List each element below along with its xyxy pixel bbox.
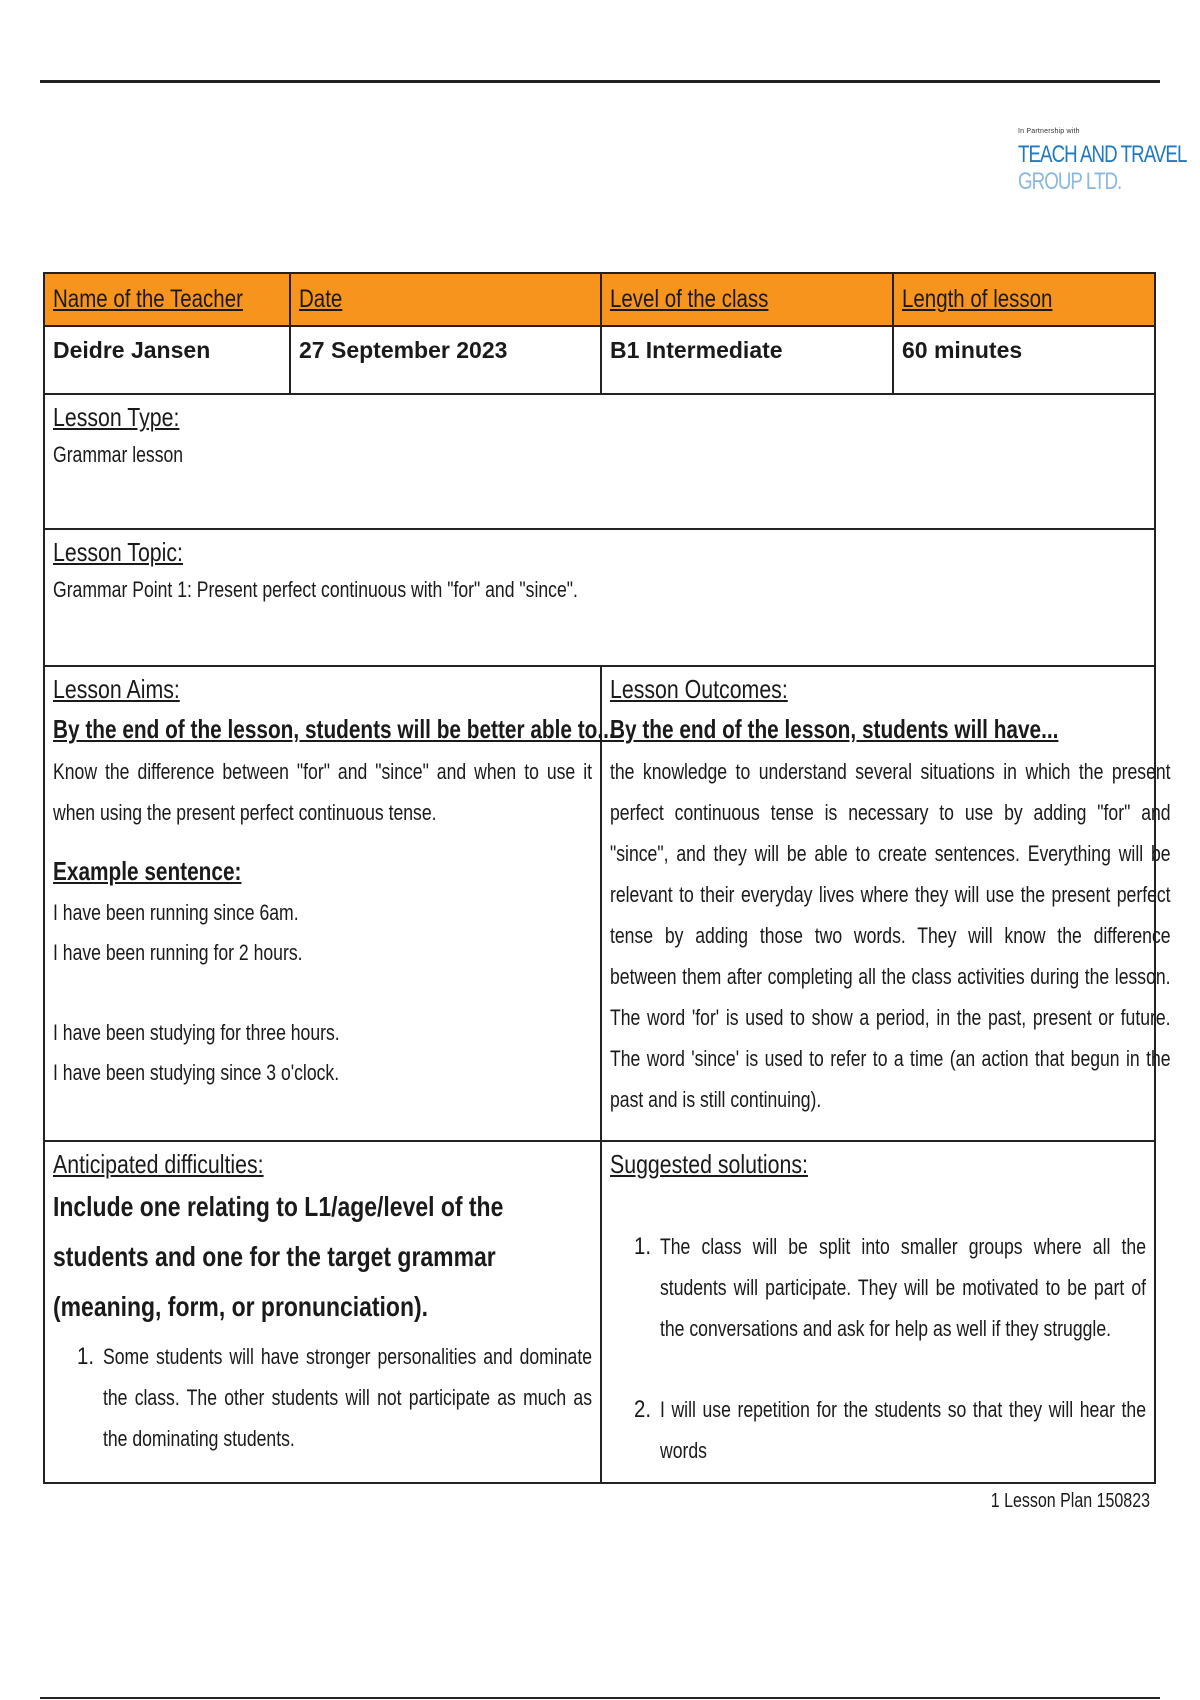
lesson-topic-value: Grammar Point 1: Present perfect continuous with "for" and "since".: [53, 577, 578, 602]
lesson-length: 60 minutes: [902, 337, 1023, 363]
lesson-type-row: [45, 395, 1154, 530]
example-sentence-1: I have been running since 6am.: [53, 900, 299, 925]
header-cell-date: [291, 274, 602, 325]
logo-line-1: TEACH AND TRAVEL: [1018, 141, 1187, 168]
list-item: [634, 1389, 1146, 1471]
lesson-outcomes-title: Lesson Outcomes:: [610, 674, 788, 704]
difficulties-instruction: Include one relating to L1/age/level of the students and one for the target grammar (meaning, form, or pronunciation).: [53, 1191, 504, 1322]
solution-1-text: The class will be split into smaller groups where all the students will participate. They will be motivated to be part of the conversations and ask for help as well if they struggle.: [660, 1234, 1146, 1341]
header-row: [45, 274, 1154, 327]
list-item: [634, 1226, 1146, 1349]
header-length: Length of lesson: [902, 285, 1053, 313]
class-level: B1 Intermediate: [610, 337, 783, 363]
logo-line-2: GROUP LTD.: [1018, 168, 1122, 195]
value-cell-level: [602, 327, 894, 393]
solution-2-text: I will use repetition for the students so that they will hear the words: [660, 1397, 1146, 1463]
lesson-type-value: Grammar lesson: [53, 442, 184, 467]
lesson-type-title: Lesson Type:: [53, 402, 180, 432]
teach-and-travel-logo: [1018, 128, 1187, 195]
lesson-date: 27 September 2023: [299, 337, 508, 363]
header-date: Date: [299, 285, 343, 313]
example-sentence-2: I have been running for 2 hours.: [53, 940, 303, 965]
lesson-topic-title: Lesson Topic:: [53, 537, 183, 567]
lesson-topic-cell: [45, 530, 1154, 665]
example-sentence-title: Example sentence:: [53, 856, 242, 886]
difficulty-text-wrap: [103, 1336, 592, 1459]
list-number: 1.: [634, 1233, 652, 1260]
list-number: 1.: [77, 1343, 95, 1370]
lesson-aims-cell: [45, 667, 615, 1140]
difficulties-title: Anticipated difficulties:: [53, 1149, 264, 1179]
solutions-title: Suggested solutions:: [610, 1149, 808, 1179]
header-teacher: Name of the Teacher: [53, 285, 243, 313]
value-cell-teacher: [45, 327, 291, 393]
header-cell-teacher: [45, 274, 291, 325]
value-cell-length: [894, 327, 1154, 393]
list-item: [77, 1336, 592, 1459]
example-sentence-3: I have been studying for three hours.: [53, 1020, 340, 1045]
difficulties-instruction-wrap: [53, 1182, 592, 1322]
solutions-list: [634, 1226, 1146, 1471]
solution-text-wrap: [660, 1389, 1146, 1471]
aims-outcomes-row: [45, 667, 1171, 1142]
values-row: [45, 327, 1154, 395]
teacher-name: Deidre Jansen: [53, 337, 211, 363]
page-footer: 1 Lesson Plan 150823: [990, 1490, 1150, 1512]
difficulties-cell: [45, 1142, 602, 1482]
aims-text-wrap: [53, 751, 592, 843]
lesson-outcomes-cell: [602, 667, 1179, 1140]
lesson-topic-row: [45, 530, 1154, 667]
list-number: 2.: [634, 1396, 652, 1423]
header-cell-length: [894, 274, 1154, 325]
bottom-rule: [40, 1697, 1160, 1699]
solutions-cell: [602, 1142, 1154, 1482]
lesson-outcomes-text: the knowledge to understand several situations in which the present perfect continuous tense is necessary to use by adding "for" and "since", and they will be able to create sentences. Everything will be relevant to their everyday lives where they will use the present perfect tense by adding those two words. They will know the difference between them after completing all the class activities during the lesson. The word 'for' is used to show a period, in the past, present or future. The word 'since' is used to refer to a time (an action that begun in the past and is still continuing).: [610, 759, 1171, 1112]
lesson-aims-subtitle: By the end of the lesson, students will be better able to...: [53, 714, 615, 744]
header-level: Level of the class: [610, 285, 769, 313]
top-rule: [40, 80, 1160, 83]
lesson-plan-table: [43, 272, 1171, 1484]
lesson-outcomes-subtitle: By the end of the lesson, students will have...: [610, 714, 1059, 744]
lesson-type-cell: [45, 395, 1154, 528]
difficulties-list: [77, 1336, 592, 1459]
example-sentence-4: I have been studying since 3 o'clock.: [53, 1060, 340, 1085]
lesson-aims-text: Know the difference between "for" and "since" and when to use it when using the present perfect continuous tense.: [53, 759, 592, 825]
outcomes-text-wrap: [610, 751, 1171, 1120]
difficulties-solutions-row: [45, 1142, 1154, 1482]
value-cell-date: [291, 327, 602, 393]
header-cell-level: [602, 274, 894, 325]
logo-tagline: In Partnership with: [1018, 128, 1080, 135]
difficulty-1-text: Some students will have stronger personalities and dominate the class. The other students will not participate as much as the dominating students.: [103, 1344, 592, 1451]
solution-text-wrap: [660, 1226, 1146, 1349]
lesson-aims-title: Lesson Aims:: [53, 674, 180, 704]
